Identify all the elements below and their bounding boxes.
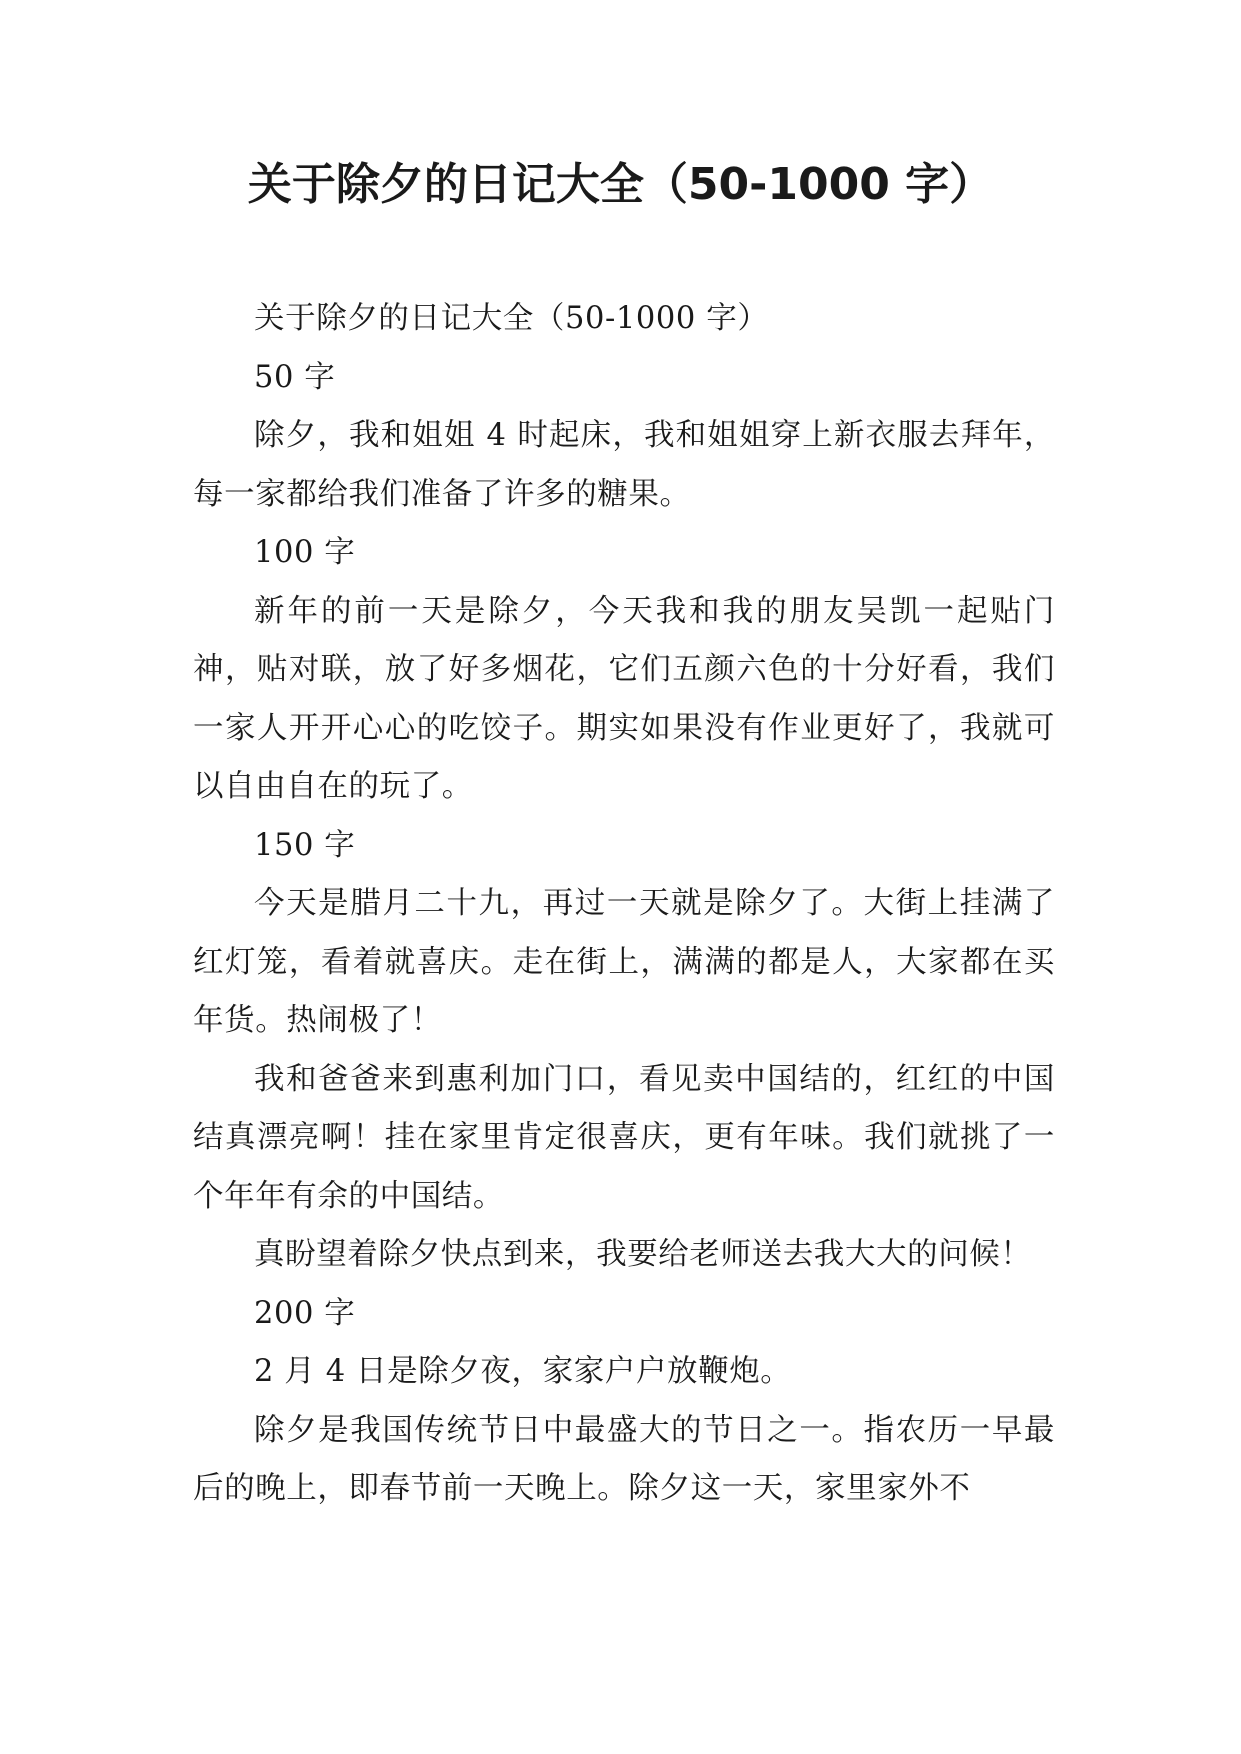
section-heading-200: 200 字	[254, 1295, 356, 1331]
paragraph: 除夕，我和姐姐 4 时起床，我和姐姐穿上新衣服去拜年，每一家都给我们准备了许多的糖果。	[193, 418, 1055, 512]
section-heading-50: 50 字	[254, 359, 336, 395]
paragraph: 新年的前一天是除夕，今天我和我的朋友吴凯一起贴门神，贴对联，放了好多烟花，它们五颜六色的十分好看，我们一家人开开心心的吃饺子。期实如果没有作业更好了，我就可以自由自在的玩了。	[193, 593, 1055, 804]
document-title: 关于除夕的日记大全（50-1000 字）	[247, 159, 994, 210]
paragraph: 真盼望着除夕快点到来，我要给老师送去我大大的问候！	[254, 1237, 1032, 1272]
document-body	[193, 290, 1055, 1519]
paragraph: 今天是腊月二十九，再过一天就是除夕了。大街上挂满了红灯笼，看着就喜庆。走在街上，满满的都是人，大家都在买年货。热闹极了！	[193, 886, 1055, 1038]
section-heading-150: 150 字	[254, 827, 356, 863]
paragraph: 2 月 4 日是除夕夜，家家户户放鞭炮。	[254, 1354, 792, 1389]
paragraph: 我和爸爸来到惠利加门口，看见卖中国结的，红红的中国结真漂亮啊！挂在家里肯定很喜庆，更有年味。我们就挑了一个年年有余的中国结。	[193, 1061, 1055, 1214]
section-heading-100: 100 字	[254, 535, 356, 570]
paragraph: 除夕是我国传统节日中最盛大的节日之一。指农历一早最后的晚上，即春节前一天晚上。除夕这一天，家里家外不	[193, 1412, 1055, 1506]
paragraph-subtitle: 关于除夕的日记大全（50-1000 字）	[254, 301, 769, 336]
